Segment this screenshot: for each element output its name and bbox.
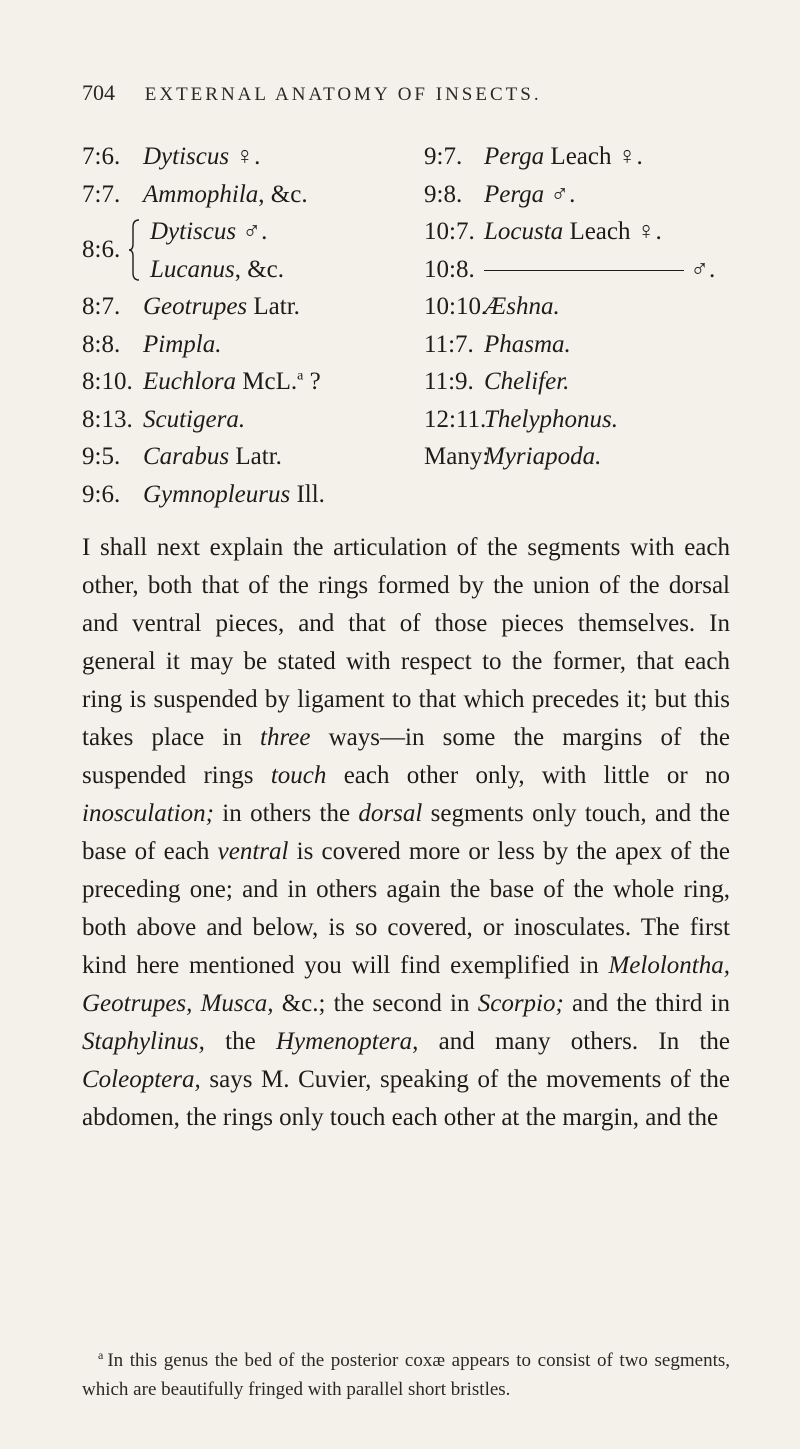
segment-ratio: 9:5. xyxy=(82,443,121,470)
taxon-suffix: Ill. xyxy=(290,480,325,508)
taxon-name: Lucanus xyxy=(150,255,235,283)
segment-ratio: 8:8. xyxy=(82,330,121,358)
table-row xyxy=(82,401,412,439)
table-row xyxy=(424,363,754,401)
taxon-name: Ammophila xyxy=(143,180,259,208)
text-run: each other only, with little or no xyxy=(326,762,730,789)
segment-ratio: 8:6. xyxy=(82,236,121,263)
emphasis-text: Melolontha, Geotrupes, Musca, xyxy=(82,952,730,1017)
ditto-dash xyxy=(484,270,684,271)
taxon-name: Locusta xyxy=(484,218,564,245)
table-row xyxy=(424,251,754,289)
segment-ratio: 7:7. xyxy=(82,180,121,208)
emphasis-text: dorsal xyxy=(358,800,423,827)
taxon-suffix: ♀. xyxy=(229,143,261,170)
table-row xyxy=(82,288,412,326)
taxon-suffix: Leach ♀. xyxy=(544,143,643,170)
text-run: and many others. In the xyxy=(418,1028,730,1055)
taxon-suffix: , &c. xyxy=(258,180,308,208)
text-run: I shall next explain the articulation of the segments with each other, both that of the rings formed by the union of the dorsal and ventral pieces, and that of those pieces themselves. In general it may be stated with respect to the former, that each ring is suspended by ligament to that which precedes it; but this takes place in xyxy=(82,534,730,751)
segment-ratio: 11:7. xyxy=(424,330,474,358)
emphasis-text: Hymenoptera, xyxy=(276,1028,419,1055)
text-run: is covered more or less by the apex of the preceding one; and in others again the base of the whole ring, both above and below, is so covered, or inosculates. The first kind here mentioned you will find exemplified in xyxy=(82,838,730,979)
taxon-query: ? xyxy=(303,368,321,395)
taxon-name: Chelifer. xyxy=(484,368,570,395)
table-row xyxy=(82,138,412,176)
taxon-name: Scutigera. xyxy=(143,405,246,433)
taxon-suffix: ♂. xyxy=(684,255,716,283)
text-run: the xyxy=(204,1028,276,1055)
taxon-name: Pimpla. xyxy=(143,330,222,358)
body-paragraph xyxy=(82,529,730,1137)
table-row xyxy=(82,476,412,514)
table-right-column xyxy=(424,138,754,476)
table-row xyxy=(82,176,412,214)
footnote xyxy=(82,1346,730,1404)
taxon-name: Perga xyxy=(484,180,545,208)
segment-ratio: 11:9. xyxy=(424,368,474,395)
table-row xyxy=(82,326,412,364)
emphasis-text: ventral xyxy=(217,838,289,865)
taxon-name: Thelyphonus. xyxy=(484,405,619,433)
paragraph-text xyxy=(82,529,730,1137)
text-run: ways—in some the margins of the suspended rings xyxy=(82,724,730,789)
taxon-name: Geotrupes xyxy=(143,293,248,320)
segment-ratio: 9:8. xyxy=(424,180,463,208)
table-row xyxy=(424,176,754,214)
taxon-suffix: , &c. xyxy=(234,255,285,283)
taxon-name: Phasma. xyxy=(484,330,571,358)
taxon-name: Gymnopleurus xyxy=(143,480,291,508)
text-run: says M. Cuvier, speaking of the movements of the abdomen, the rings only touch each other at the margin, and the xyxy=(82,1066,730,1131)
text-run: and the third in xyxy=(563,990,730,1017)
taxon-suffix: ♂. xyxy=(236,218,268,245)
table-row xyxy=(424,438,754,476)
taxon-name: Carabus xyxy=(143,443,230,470)
footnote-marker: a xyxy=(98,1347,104,1362)
taxon-name: Dytiscus xyxy=(150,218,237,245)
emphasis-text: Staphylinus, xyxy=(82,1028,205,1055)
table-left-column xyxy=(82,138,412,513)
table-row xyxy=(424,401,754,439)
curly-brace-icon xyxy=(128,219,140,281)
segment-ratio: 9:7. xyxy=(424,143,463,170)
table-row xyxy=(424,288,754,326)
footnote-text: In this genus the bed of the posterior coxæ appears to consist of two segments, which are beautifully fringed with parallel short bristles. xyxy=(82,1350,730,1400)
table-row xyxy=(424,213,754,251)
taxon-suffix: Latr. xyxy=(247,293,300,320)
segment-ratio: 10:10. xyxy=(424,293,488,320)
taxon-suffix: Latr. xyxy=(229,443,282,470)
taxon-suffix: McL. xyxy=(236,368,298,395)
running-header xyxy=(82,80,722,106)
segment-ratio: 7:6. xyxy=(82,143,121,170)
running-title: EXTERNAL ANATOMY OF INSECTS. xyxy=(144,84,542,105)
taxon-suffix: ♂. xyxy=(544,180,576,208)
segment-ratio: Many: xyxy=(424,443,490,470)
table-row-braced xyxy=(82,213,412,288)
segment-ratio: 8:10. xyxy=(82,368,133,395)
segment-ratio: 9:6. xyxy=(82,480,121,508)
taxon-name: Euchlora xyxy=(143,368,237,395)
text-run: in others the xyxy=(213,800,359,827)
taxon-name: Dytiscus xyxy=(143,143,230,170)
table-row xyxy=(424,326,754,364)
table-row xyxy=(424,138,754,176)
taxon-suffix: Leach ♀. xyxy=(563,218,662,245)
segment-ratio: 10:8. xyxy=(424,255,475,283)
emphasis-text: Scorpio; xyxy=(477,990,564,1017)
page-number: 704 xyxy=(82,80,115,105)
table-row xyxy=(82,363,412,401)
emphasis-text: Coleoptera, xyxy=(82,1066,201,1093)
segment-ratio: 12:11. xyxy=(424,405,487,433)
taxon-name: Perga xyxy=(484,143,545,170)
segment-ratio: 8:7. xyxy=(82,293,121,320)
segment-ratio: 8:13. xyxy=(82,405,133,433)
taxon-name: Æshna. xyxy=(484,293,560,320)
emphasis-text: three xyxy=(260,724,311,751)
emphasis-text: inosculation; xyxy=(82,800,214,827)
emphasis-text: touch xyxy=(270,762,327,789)
text-run: segments only touch, and the base of each xyxy=(82,800,730,865)
segment-ratio: 10:7. xyxy=(424,218,475,245)
footnote-marker[interactable]: a xyxy=(297,368,304,384)
text-run: &c.; the second in xyxy=(273,990,478,1017)
table-row xyxy=(82,438,412,476)
taxon-name: Myriapoda. xyxy=(484,443,602,470)
